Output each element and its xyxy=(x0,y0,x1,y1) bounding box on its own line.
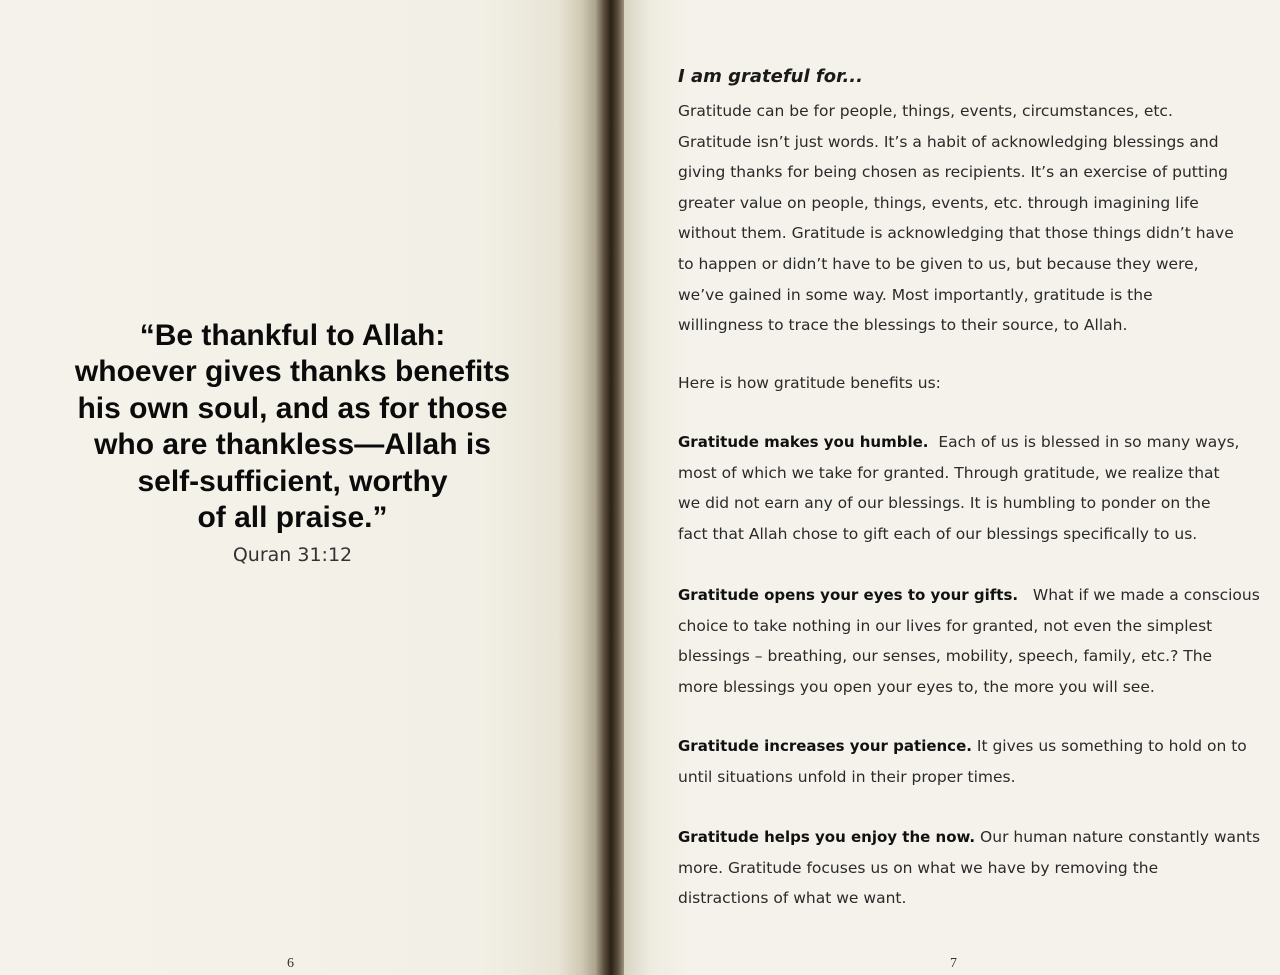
page-number-left: 6 xyxy=(287,956,294,971)
benefit-lead: Gratitude helps you enjoy the now. xyxy=(678,828,976,846)
section-heading: I am grateful for... xyxy=(678,66,863,87)
benefit-first-line xyxy=(678,580,1260,611)
quote-line: whoever gives thanks benefits xyxy=(74,355,511,389)
right-page xyxy=(624,0,1280,975)
quote-line: who are thankless—Allah is xyxy=(94,428,491,462)
intro-line: we’ve gained in some way. Most importantly, gratitude is the xyxy=(678,285,1153,304)
page-number-right: 7 xyxy=(950,956,957,971)
quote-line: self-sufficient, worthy xyxy=(137,464,448,498)
benefit-lead: Gratitude makes you humble. xyxy=(678,433,929,451)
benefit-lead: Gratitude increases your patience. xyxy=(678,737,972,755)
left-page xyxy=(0,0,600,975)
intro-line: Gratitude can be for people, things, events, circumstances, etc. xyxy=(678,102,1173,120)
quote-source: Quran 31:12 xyxy=(232,544,353,566)
intro-line: greater value on people, things, events, etc. through imagining life xyxy=(678,193,1199,212)
benefit-line: until situations unfold in their proper times. xyxy=(678,767,1016,786)
benefit-text: Our human nature constantly wants xyxy=(975,828,1261,846)
benefit-line: we did not earn any of our blessings. It is humbling to ponder on the xyxy=(678,494,1211,513)
benefit-line: more. Gratitude focuses us on what we have by removing the xyxy=(678,858,1159,877)
benefit-line: more blessings you open your eyes to, the more you will see. xyxy=(678,677,1155,696)
benefit-line: distractions of what we want. xyxy=(678,889,907,908)
benefit-text: It gives us something to hold on to xyxy=(971,737,1247,755)
book-gutter xyxy=(594,0,628,975)
intro-line: without them. Gratitude is acknowledging that those things didn’t have xyxy=(678,224,1234,243)
benefit-paragraph-humble xyxy=(678,427,1238,549)
quote-block xyxy=(40,318,545,536)
benefit-line: fact that Allah chose to gift each of our blessings specifically to us. xyxy=(678,524,1198,543)
benefit-lead: Gratitude opens your eyes to your gifts. xyxy=(678,586,1019,604)
benefit-line: choice to take nothing in our lives for granted, not even the simplest xyxy=(678,616,1213,635)
benefits-intro xyxy=(678,368,1238,399)
quote-line: “Be thankful to Allah: xyxy=(139,319,446,352)
benefit-first-line xyxy=(678,822,1261,853)
intro-paragraph xyxy=(678,96,1238,341)
benefits-intro-text: Here is how gratitude benefits us: xyxy=(678,374,941,392)
quote-line: of all praise.” xyxy=(197,501,388,535)
benefit-line: blessings – breathing, our senses, mobility, speech, family, etc.? The xyxy=(678,647,1213,666)
benefit-paragraph-now xyxy=(678,822,1261,914)
benefit-first-line xyxy=(678,427,1238,458)
intro-line: to happen or didn’t have to be given to us, but because they were, xyxy=(678,254,1199,273)
benefit-paragraph-patience xyxy=(678,731,1247,792)
benefit-text: Each of us is blessed in so many ways, xyxy=(928,433,1240,451)
intro-line: willingness to trace the blessings to their source, to Allah. xyxy=(678,316,1128,335)
benefit-text: What if we made a conscious xyxy=(1018,586,1260,604)
benefit-paragraph-gifts xyxy=(678,580,1260,702)
intro-line: giving thanks for being chosen as recipients. It’s an exercise of putting xyxy=(678,163,1228,182)
benefit-first-line xyxy=(678,731,1247,762)
intro-line: Gratitude isn’t just words. It’s a habit of acknowledging blessings and xyxy=(678,132,1219,151)
quote-line: his own soul, and as for those xyxy=(77,391,508,425)
benefit-line: most of which we take for granted. Through gratitude, we realize that xyxy=(678,463,1220,482)
